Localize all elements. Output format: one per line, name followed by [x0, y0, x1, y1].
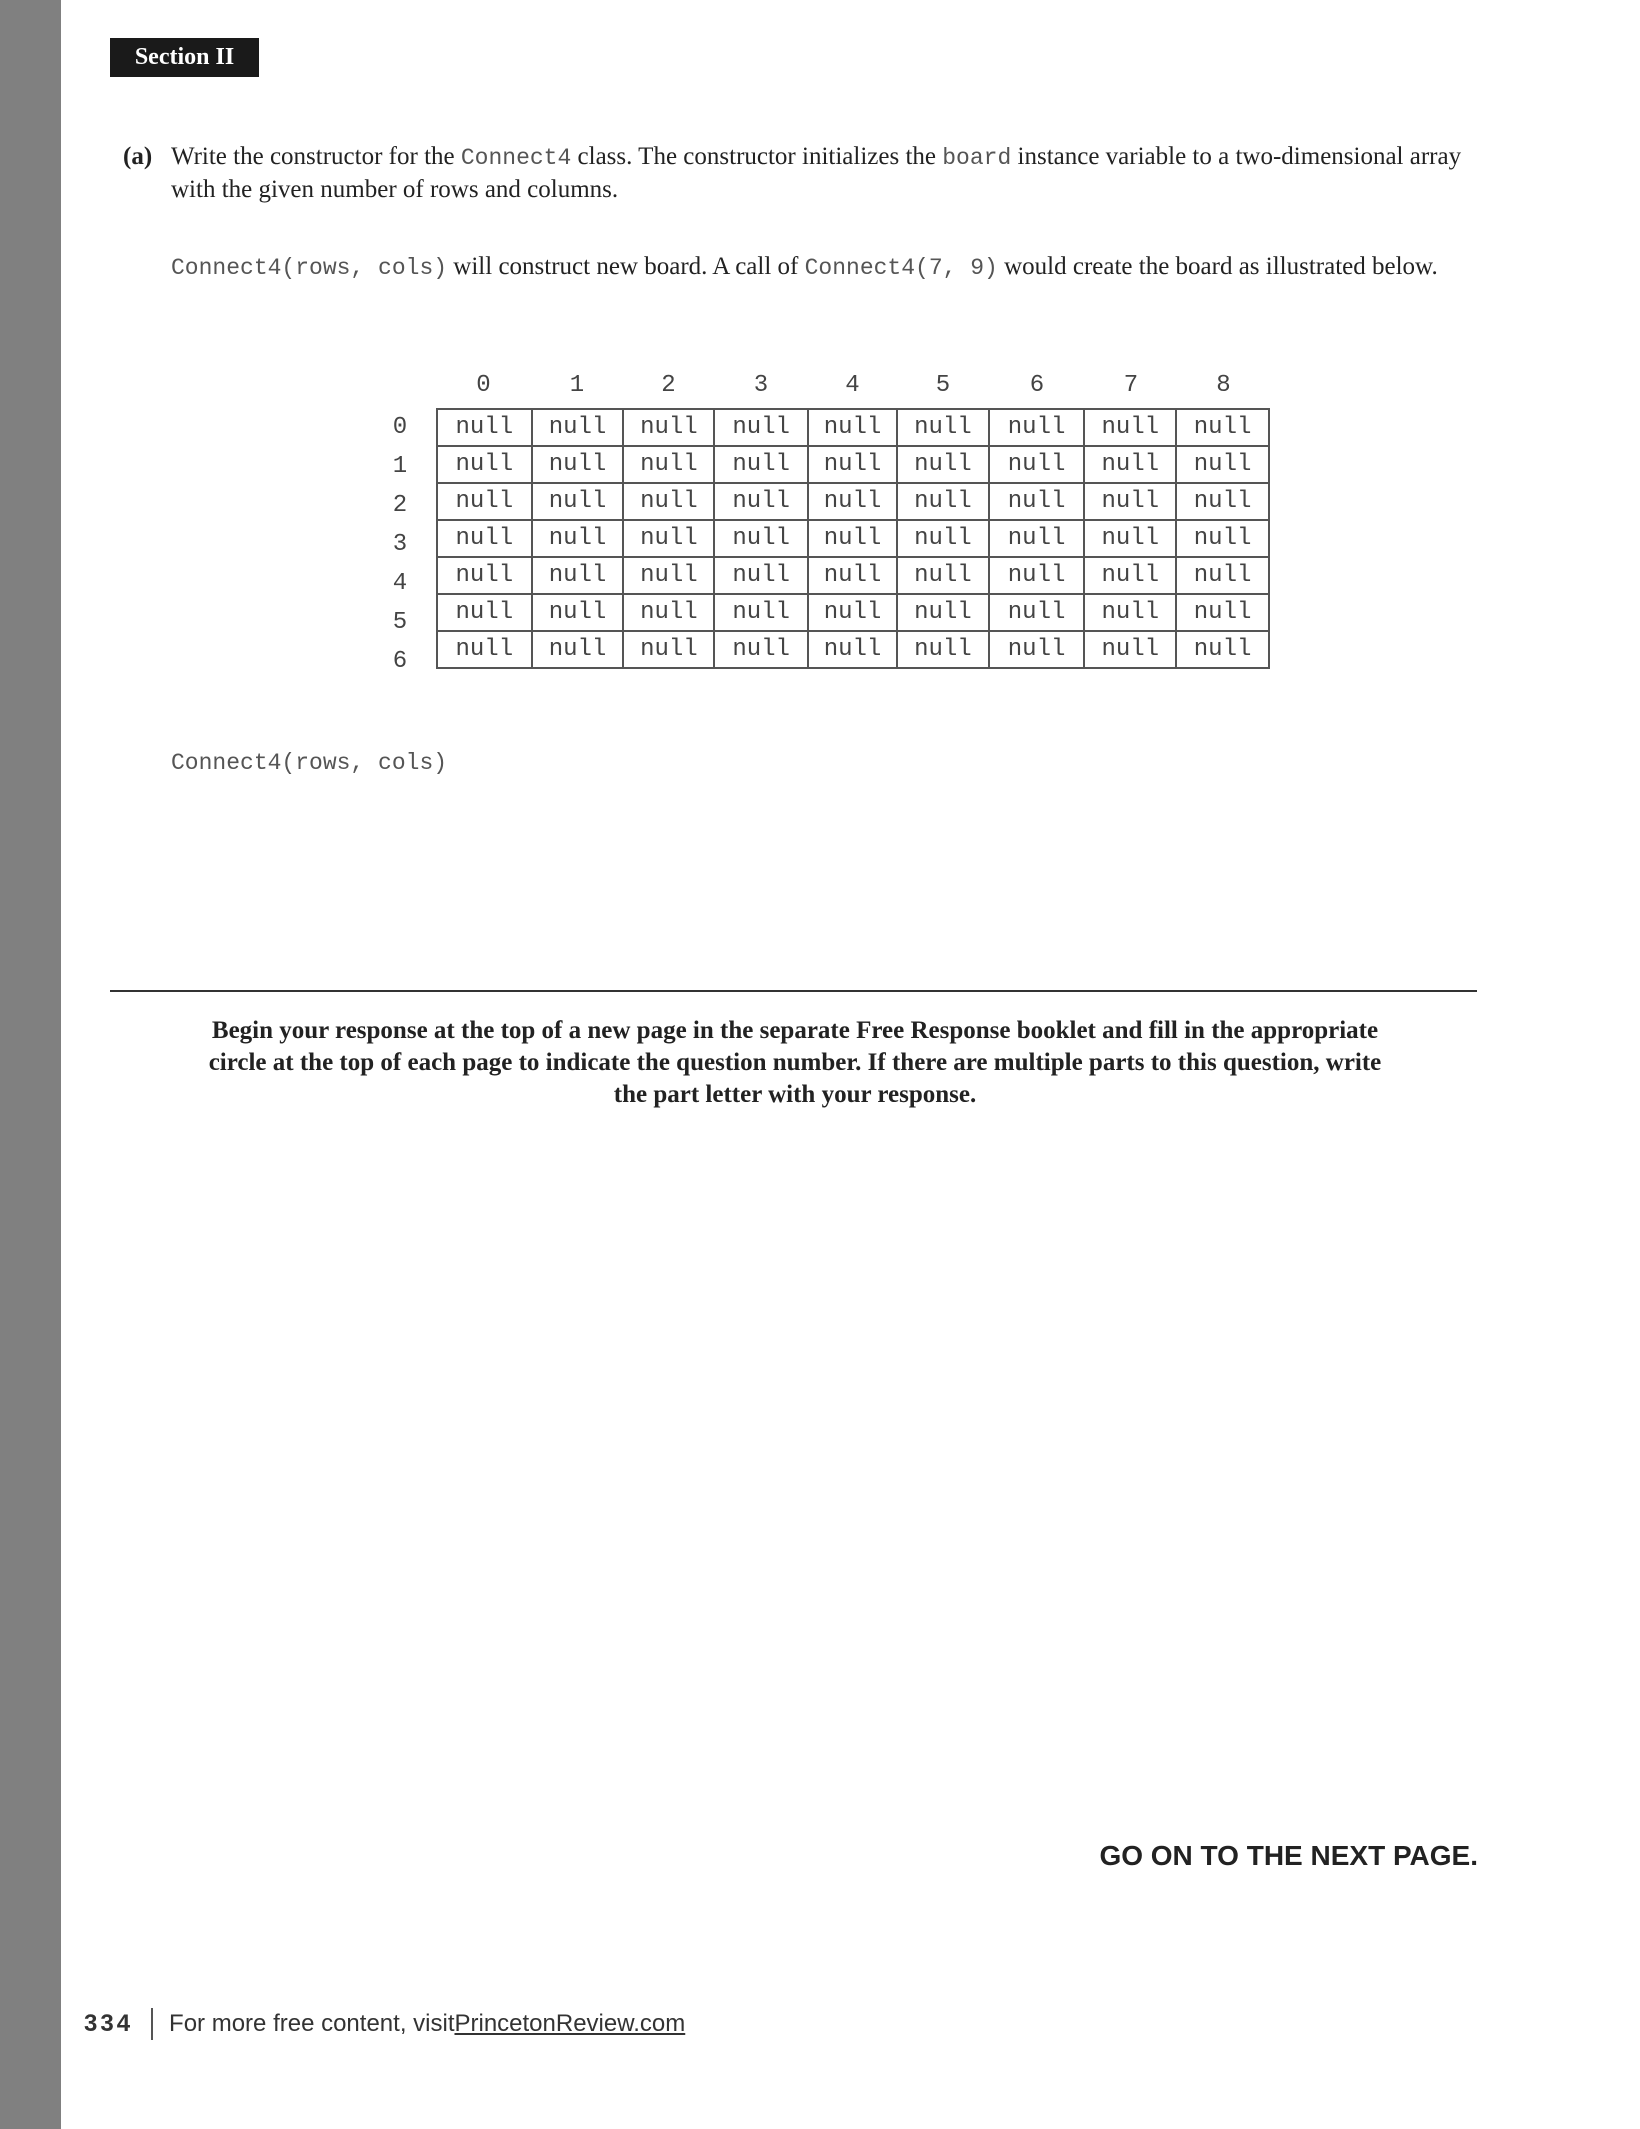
board-cell: null	[714, 483, 808, 520]
board-cell: null	[1176, 483, 1269, 520]
column-label: 6	[1029, 372, 1045, 399]
board-cell: null	[1084, 631, 1176, 668]
board-cell: null	[1084, 409, 1176, 446]
board-cell: null	[1084, 483, 1176, 520]
section-label: Section II	[110, 38, 259, 77]
board-row	[437, 446, 1269, 483]
code: Connect4	[460, 145, 572, 171]
footer	[84, 2008, 685, 2040]
board-cell: null	[714, 409, 808, 446]
board-cell: null	[532, 594, 624, 631]
board-cell: null	[623, 594, 714, 631]
board-cell: null	[897, 594, 989, 631]
divider	[110, 990, 1477, 992]
board-cell: null	[532, 520, 624, 557]
page-gutter	[0, 0, 61, 2129]
board-row	[437, 594, 1269, 631]
board-cell: null	[623, 483, 714, 520]
text: will construct new board. A call of	[447, 253, 805, 280]
footer-text: For more free content, visit	[169, 2010, 455, 2037]
text: would create the board as illustrated below.	[997, 253, 1438, 280]
board-cell: null	[897, 631, 989, 668]
text: Write the constructor for the	[171, 143, 461, 170]
board-row	[437, 520, 1269, 557]
board-cell: null	[623, 409, 714, 446]
board-cell: null	[897, 520, 989, 557]
board-cell: null	[1176, 631, 1269, 668]
board-cell: null	[989, 594, 1085, 631]
column-label: 7	[1123, 372, 1139, 399]
board-cell: null	[989, 446, 1085, 483]
row-label: 5	[392, 609, 408, 636]
board-cell: null	[714, 520, 808, 557]
column-label: 5	[935, 372, 951, 399]
column-label: 0	[476, 372, 491, 399]
row-label: 0	[392, 414, 408, 441]
board-cell: null	[623, 631, 714, 668]
board-cell: null	[623, 446, 714, 483]
go-on-notice: GO ON TO THE NEXT PAGE.	[1099, 1840, 1478, 1871]
board-cell: null	[532, 631, 624, 668]
board-cell: null	[532, 446, 624, 483]
board-cell: null	[1084, 520, 1176, 557]
board-table	[436, 408, 1270, 669]
row-label: 4	[392, 570, 408, 597]
board-cell: null	[623, 520, 714, 557]
board-cell: null	[897, 446, 989, 483]
board-cell: null	[714, 594, 808, 631]
column-label: 3	[753, 372, 769, 399]
board-cell: null	[437, 631, 532, 668]
column-label: 2	[661, 372, 676, 399]
board-row	[437, 631, 1269, 668]
row-label: 3	[392, 531, 408, 558]
board-row	[437, 409, 1269, 446]
board-cell: null	[989, 520, 1085, 557]
constructor-description	[171, 251, 1481, 284]
board-cell: null	[714, 446, 808, 483]
code: Connect4(rows, cols)	[171, 255, 448, 281]
column-labels	[436, 372, 1270, 399]
board-cell: null	[897, 409, 989, 446]
response-instructions: Begin your response at the top of a new page in the separate Free Response booklet and fill in the appropriate circle at the top of each page to indicate the question number. If there are multiple parts to this question, write the part letter with your response.	[208, 1017, 1382, 1108]
question-text	[171, 141, 1481, 205]
princeton-review-link[interactable]: PrincetonReview.com	[454, 2010, 686, 2037]
board-cell: null	[437, 483, 532, 520]
board-cell: null	[532, 409, 624, 446]
board-cell: null	[714, 557, 808, 594]
board-cell: null	[808, 483, 897, 520]
board-row	[437, 483, 1269, 520]
board-cell: null	[808, 409, 897, 446]
board-cell: null	[808, 520, 897, 557]
board-cell: null	[1176, 520, 1269, 557]
board-cell: null	[714, 631, 808, 668]
board-cell: null	[897, 483, 989, 520]
page-number: 334	[84, 2010, 134, 2037]
board-cell: null	[437, 594, 532, 631]
text: instance variable to a two-dimensional array with the given number of rows and columns.	[171, 143, 1462, 203]
board-cell: null	[1176, 594, 1269, 631]
board-cell: null	[808, 557, 897, 594]
board-cell: null	[437, 520, 532, 557]
board-cell: null	[989, 631, 1085, 668]
code: Connect4(7, 9)	[804, 255, 998, 281]
board-cell: null	[989, 409, 1085, 446]
board-cell: null	[808, 631, 897, 668]
board-cell: null	[1176, 409, 1269, 446]
board-cell: null	[897, 557, 989, 594]
board-cell: null	[532, 483, 624, 520]
board-cell: null	[437, 446, 532, 483]
board-cell: null	[989, 483, 1085, 520]
row-label: 2	[392, 492, 408, 519]
row-label: 6	[392, 648, 408, 675]
board-cell: null	[437, 409, 532, 446]
board-cell: null	[1084, 446, 1176, 483]
text: class. The constructor initializes the	[571, 143, 943, 170]
row-label: 1	[392, 453, 408, 480]
question-label: (a)	[123, 143, 153, 170]
column-label: 1	[569, 372, 585, 399]
column-label: 4	[845, 372, 860, 399]
column-label: 8	[1216, 372, 1231, 399]
board-cell: null	[1084, 557, 1176, 594]
board-cell: null	[623, 557, 714, 594]
row-labels	[385, 408, 415, 681]
board-cell: null	[1176, 446, 1269, 483]
board-row	[437, 557, 1269, 594]
board-cell: null	[437, 557, 532, 594]
board-cell: null	[1176, 557, 1269, 594]
board-cell: null	[808, 594, 897, 631]
board-cell: null	[532, 557, 624, 594]
constructor-signature: Connect4(rows, cols)	[171, 750, 448, 776]
footer-divider	[151, 2008, 153, 2040]
board-cell: null	[808, 446, 897, 483]
board-cell: null	[1084, 594, 1176, 631]
board-cell: null	[989, 557, 1085, 594]
code: board	[942, 145, 1012, 171]
